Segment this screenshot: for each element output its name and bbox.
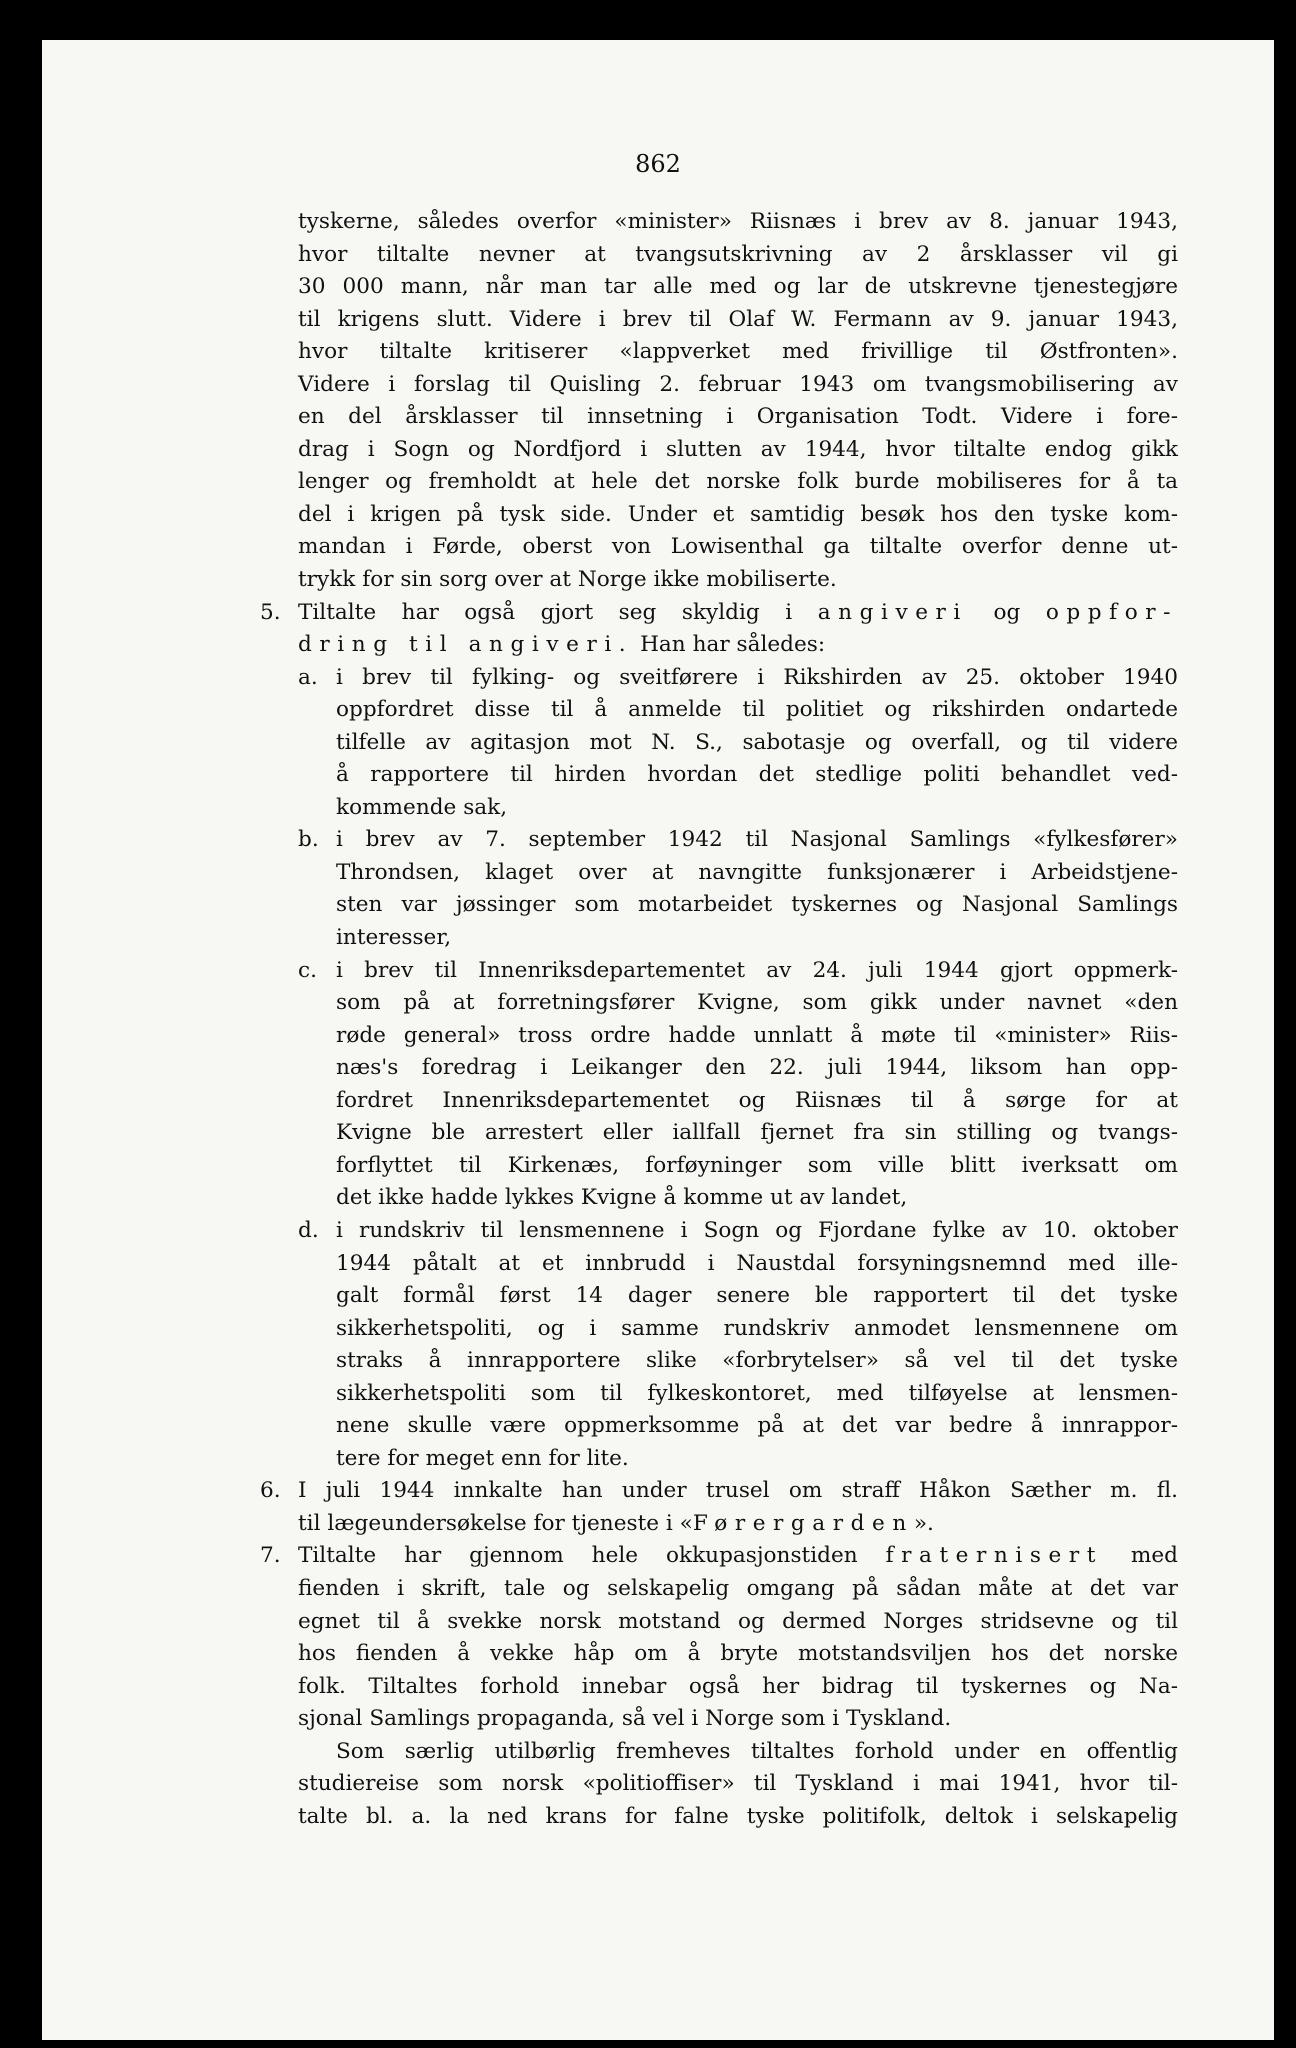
- text-run: med: [1102, 1543, 1178, 1569]
- text-line: sjonal Samlings propaganda, så vel i Norge som i Tyskland.: [298, 1706, 952, 1732]
- item-number: 7.: [260, 1543, 281, 1569]
- text-line: [298, 1508, 1178, 1541]
- sub-item-c: [298, 955, 1178, 1215]
- text-line: Som særlig utilbørlig fremheves tiltaltes forhold under en offentlig: [336, 1738, 1178, 1764]
- text-line: [298, 1540, 1178, 1573]
- text-line: nene skulle være oppmerksomme på at det var bedre å innrappor-: [336, 1413, 1178, 1439]
- text-run: Tiltalte har også gjort seg skyldig i: [298, 599, 818, 625]
- emphasis-spaced: fraternisert: [885, 1543, 1103, 1569]
- document-page: [42, 40, 1274, 2040]
- text-line: sikkerhetspoliti, og i samme rundskriv anmodet lensmennene om: [336, 1315, 1178, 1341]
- text-line: sten var jøssinger som motarbeidet tyskernes og Nasjonal Samlings: [336, 892, 1178, 918]
- text-line: det ikke hadde lykkes Kvigne å komme ut av landet,: [336, 1185, 908, 1211]
- text-line: del i krigen på tysk side. Under et samtidig besøk hos den tyske kom-: [298, 501, 1178, 527]
- text-line: røde general» tross ordre hadde unnlatt å møte til «minister» Riis-: [336, 1022, 1178, 1048]
- text-line: straks å innrapportere slike «forbrytelser» så vel til det tyske: [336, 1348, 1178, 1374]
- text-line: en del årsklasser til innsetning i Organisation Todt. Videre i fore-: [298, 404, 1178, 430]
- text-line: fienden i skrift, tale og selskapelig omgang på sådan måte at det var: [298, 1575, 1178, 1601]
- text-line: talte bl. a. la ned krans for falne tyske politifolk, deltok i selskapelig: [298, 1803, 1178, 1829]
- sub-item-a: [298, 662, 1178, 825]
- text-line: Throndsen, klaget over at navngitte funksjonærer i Arbeidstjene-: [336, 859, 1178, 885]
- text-line: sikkerhetspoliti som til fylkeskontoret, med tilføyelse at lensmen-: [336, 1380, 1178, 1406]
- text-line: Kvigne ble arrestert eller iallfall fjernet fra sin stilling og tvangs-: [336, 1120, 1178, 1146]
- text-line: kommende sak,: [336, 794, 508, 820]
- sub-item-label: a.: [298, 664, 318, 690]
- text-run: Han har således:: [633, 632, 826, 658]
- text-run: i rundskriv til lensmennene i Sogn og Fjordane fylke av 10. oktober: [336, 1217, 1178, 1243]
- sub-item-d: [298, 1215, 1178, 1475]
- text-run: i brev av 7. september 1942 til Nasjonal Samlings «fylkesfører»: [336, 827, 1178, 853]
- sub-item-label: b.: [298, 827, 319, 853]
- text-line: hvor tiltalte kritiserer «lappverket med frivillige til Østfronten».: [298, 339, 1178, 365]
- text-run: til lægeundersøkelse for tjeneste i «: [298, 1510, 693, 1536]
- text-line: tilfelle av agitasjon mot N. S., sabotasje og overfall, og til videre: [336, 729, 1178, 755]
- text-line: mandan i Førde, oberst von Lowisenthal ga tiltalte overfor denne ut-: [298, 534, 1178, 560]
- text-line: 1944 påtalt at et innbrudd i Naustdal forsyningsnemnd med ille-: [336, 1250, 1178, 1276]
- emphasis-spaced: Førergarden: [692, 1510, 914, 1536]
- item-number: 6.: [260, 1478, 281, 1504]
- text-line: [298, 597, 1178, 630]
- emphasis-spaced: angiveri: [817, 599, 968, 625]
- sub-item-label: d.: [298, 1217, 319, 1243]
- text-line: fordret Innenriksdepartementet og Riisnæs til å sørge for at: [336, 1087, 1178, 1113]
- text-line: studiereise som norsk «politioffiser» til Tyskland i mai 1941, hvor til-: [298, 1771, 1178, 1797]
- text-line: interesser,: [336, 925, 452, 951]
- text-run: i brev til Innenriksdepartementet av 24. juli 1944 gjort oppmerk-: [336, 957, 1178, 983]
- text-run: Tiltalte har gjennom hele okkupasjonstiden: [298, 1543, 886, 1569]
- text-line: [298, 1215, 1178, 1248]
- text-line: hvor tiltalte nevner at tvangsutskrivning av 2 årsklasser vil gi: [298, 241, 1178, 267]
- text-line: I juli 1944 innkalte han under trusel om straff Håkon Sæther m. fl.: [298, 1478, 1178, 1504]
- text-line: tyskerne, således overfor «minister» Riisnæs i brev av 8. januar 1943,: [298, 209, 1178, 234]
- closing-paragraph: [298, 1736, 1178, 1834]
- intro-paragraph: [298, 206, 1178, 597]
- text-line: å rapportere til hirden hvordan det stedlige politi behandlet ved-: [336, 762, 1178, 788]
- sub-item-b: [298, 824, 1178, 954]
- text-line: [298, 662, 1178, 695]
- text-line: hos fienden å vekke håp om å bryte motstandsviljen hos det norske: [298, 1641, 1178, 1667]
- text-line: til krigens slutt. Videre i brev til Olaf W. Fermann av 9. januar 1943,: [298, 306, 1178, 332]
- text-line: tere for meget enn for lite.: [336, 1445, 629, 1471]
- text-line: 30 000 mann, når man tar alle med og lar de utskrevne tjenestegjøre: [298, 274, 1178, 300]
- text-line: [298, 629, 1178, 662]
- text-line: [298, 824, 1178, 857]
- item-5: [260, 597, 1178, 1476]
- item-number: 5.: [260, 599, 281, 625]
- text-line: forflyttet til Kirkenæs, forføyninger som ville blitt iverksatt om: [336, 1152, 1178, 1178]
- page-number: 862: [635, 150, 681, 178]
- text-line: oppfordret disse til å anmelde til politiet og rikshirden ondartede: [336, 697, 1178, 723]
- text-line: [298, 955, 1178, 988]
- text-line: næs's foredrag i Leikanger den 22. juli 1944, liksom han opp-: [336, 1055, 1178, 1081]
- text-line: lenger og fremholdt at hele det norske folk burde mobiliseres for å ta: [298, 469, 1178, 495]
- body-text: [260, 206, 1178, 1833]
- emphasis-spaced: dring til angiveri.: [298, 632, 634, 658]
- text-line: egnet til å svekke norsk motstand og dermed Norges stridsevne og til: [298, 1608, 1178, 1634]
- text-run: i brev til fylking- og sveitførere i Rikshirden av 25. oktober 1940: [336, 664, 1178, 690]
- text-line: som på at forretningsfører Kvigne, som gikk under navnet «den: [336, 990, 1178, 1016]
- text-line: Videre i forslag til Quisling 2. februar 1943 om tvangsmobilisering av: [298, 371, 1178, 397]
- item-7: [260, 1540, 1178, 1735]
- item-6: [260, 1475, 1178, 1540]
- text-run: ».: [913, 1510, 934, 1536]
- emphasis-spaced: oppfor-: [1045, 599, 1178, 625]
- text-line: folk. Tiltaltes forhold innebar også her bidrag til tyskernes og Na-: [298, 1673, 1178, 1699]
- text-line: trykk for sin sorg over at Norge ikke mobiliserte.: [298, 567, 837, 593]
- sub-item-label: c.: [298, 957, 317, 983]
- text-line: galt formål først 14 dager senere ble rapportert til det tyske: [336, 1283, 1178, 1309]
- text-run: og: [967, 599, 1046, 625]
- text-line: drag i Sogn og Nordfjord i slutten av 1944, hvor tiltalte endog gikk: [298, 436, 1178, 462]
